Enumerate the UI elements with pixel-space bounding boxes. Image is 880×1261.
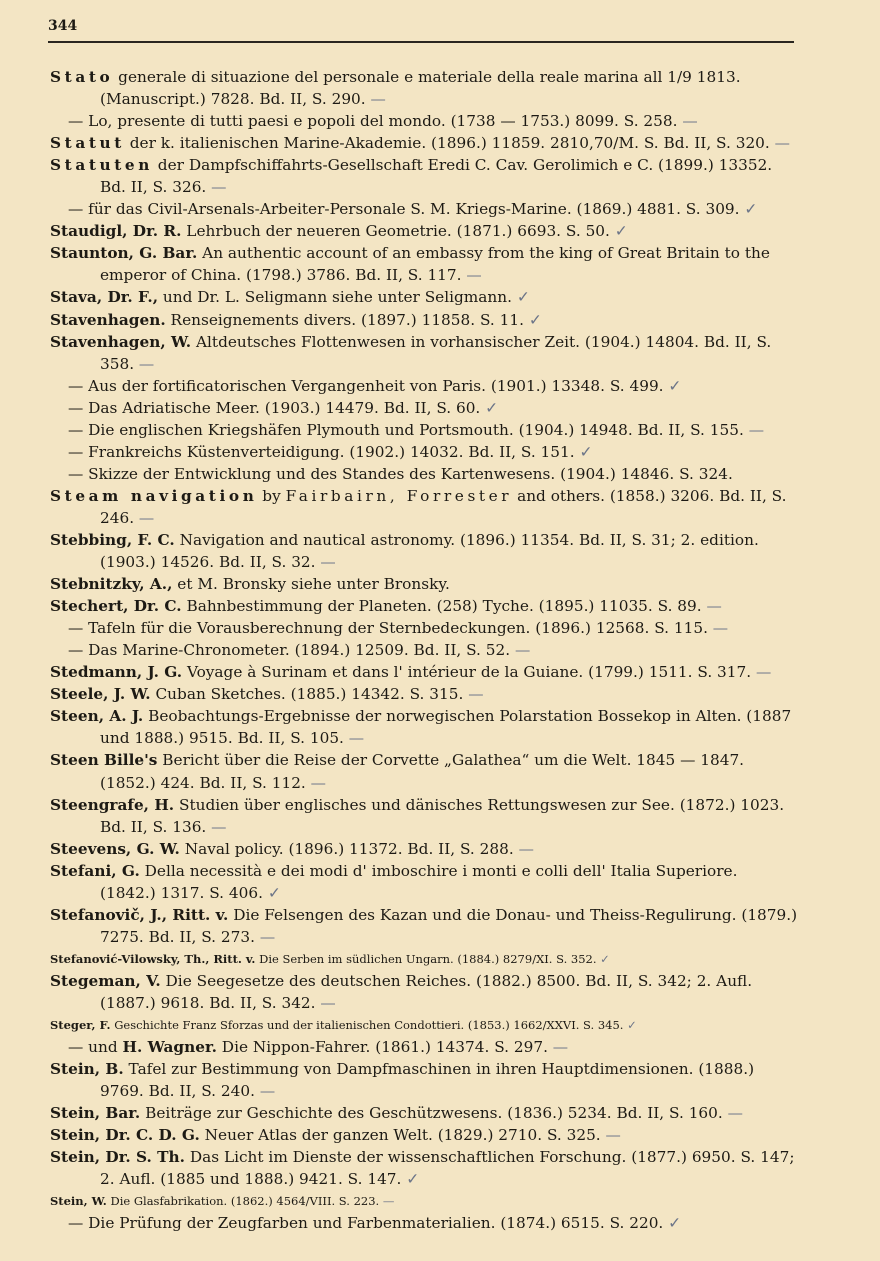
catalog-entry <box>50 970 798 1014</box>
catalog-entry <box>50 485 798 529</box>
entry-text: — Die englischen Kriegshäfen Plymouth und Portsmouth. (1904.) 14948. Bd. II, S. 155. <box>68 420 744 439</box>
catalog-entry <box>50 110 798 132</box>
catalog-entry <box>50 860 798 904</box>
entry-text: — und <box>68 1038 123 1057</box>
entry-text: Bahnbestimmung der Planeten. (258) Tyche. (1895.) 11035. S. 89. <box>181 597 702 616</box>
catalog-entry <box>50 419 798 441</box>
entry-author: Stein, B. <box>50 1060 124 1079</box>
catalog-entry <box>50 838 798 860</box>
entry-author: Stein, Dr. C. D. G. <box>50 1126 200 1145</box>
entry-author: Stebbing, F. C. <box>50 530 175 549</box>
check-mark-icon: ✓ <box>512 288 530 307</box>
catalog-entry <box>50 1036 798 1058</box>
check-mark-icon: ✓ <box>262 883 281 902</box>
check-mark-icon: ✓ <box>739 200 758 219</box>
entry-text: Neuer Atlas der ganzen Welt. (1829.) 2710. S. 325. <box>199 1126 601 1145</box>
entry-text: Beobachtungs-Ergebnisse der norwegischen Polarstation Bossekop in Alten. (1887 und 1888.) 9515. Bd. II, S. 105. <box>100 707 792 748</box>
entry-text: — Frankreichs Küstenverteidigung. (1902.) 14032. Bd. II, S. 151. <box>68 442 575 461</box>
check-mark-icon: — <box>677 112 698 131</box>
check-mark-icon: — <box>547 1038 569 1057</box>
entry-author: Stavenhagen, W. <box>50 332 192 351</box>
catalog-entry <box>50 220 798 242</box>
entry-text: Naval policy. (1896.) 11372. Bd. II, S. 288. <box>179 839 514 858</box>
check-mark-icon: ✓ <box>574 442 593 461</box>
check-mark-icon: — <box>463 685 484 704</box>
entry-text: Bericht über die Reise der Corvette „Galathea“ um die Welt. 1845 — 1847. (1852.) 424. Bd. II, S. 112. <box>100 751 745 792</box>
entry-author: Staudigl, Dr. R. <box>50 222 182 241</box>
entry-text: Voyage à Surinam et dans l' intérieur de la Guiane. (1799.) 1511. S. 317. <box>182 663 752 682</box>
catalog-entry <box>50 705 798 749</box>
entry-author: Steele, J. W. <box>50 685 151 704</box>
check-mark-icon: ✓ <box>663 376 682 395</box>
check-mark-icon: — <box>379 1194 395 1209</box>
catalog-entry <box>50 595 798 617</box>
check-mark-icon: — <box>510 641 531 660</box>
entry-text: Geschichte Franz Sforzas und der italienischen Condottieri. (1853.) 1662/XXVI. S. 345. <box>110 1018 624 1033</box>
catalog-entry <box>50 463 798 485</box>
entry-text: und Dr. L. Seligmann siehe unter Seligmann. <box>158 288 512 307</box>
entry-author: Stava, Dr. F., <box>50 288 159 307</box>
catalog-entry <box>50 948 798 970</box>
check-mark-icon: — <box>769 134 790 153</box>
entry-text: by <box>257 486 286 505</box>
entry-text: Renseignements divers. (1897.) 11858. S. 11. <box>165 310 524 329</box>
entry-text: Das Licht im Dienste der wissenschaftlichen Forschung. (1877.) 6950. S. 147; 2. Aufl. (1885 und 1888.) 9421. S. 147. <box>100 1148 795 1189</box>
entry-author: Stebnitzky, A., <box>50 575 173 594</box>
catalog-entry <box>50 904 798 948</box>
check-mark-icon: — <box>365 90 386 109</box>
catalog-entry <box>50 661 798 683</box>
entry-author: Steevens, G. W. <box>50 839 180 858</box>
entry-author: Fairbairn, Forrester <box>285 486 513 505</box>
entry-text: generale di situazione del personale e materiale della reale marina all 1/9 1813. (Manuscript.) 7828. Bd. II, S. 290. <box>100 68 741 109</box>
catalog-entry <box>50 154 798 198</box>
check-mark-icon: — <box>305 773 326 792</box>
catalog-entry <box>50 573 798 595</box>
entry-author: Steen, A. J. <box>50 707 144 726</box>
check-mark-icon: — <box>315 553 336 572</box>
catalog-entry <box>50 286 798 308</box>
entry-list <box>50 66 798 1234</box>
entry-text: — Tafeln für die Vorausberechnung der Sternbedeckungen. (1896.) 12568. S. 115. <box>68 619 708 638</box>
check-mark-icon: ✓ <box>623 1018 637 1033</box>
catalog-entry <box>50 1014 798 1036</box>
catalog-entry <box>50 242 798 286</box>
entry-text: — Aus der fortificatorischen Vergangenheit von Paris. (1901.) 13348. S. 499. <box>68 376 664 395</box>
entry-text: Beiträge zur Geschichte des Geschützwesens. (1836.) 5234. Bd. II, S. 160. <box>140 1104 723 1123</box>
check-mark-icon: — <box>600 1126 621 1145</box>
entry-text: Lehrbuch der neueren Geometrie. (1871.) 6693. S. 50. <box>181 222 610 241</box>
entry-author: Stefani, G. <box>50 861 140 880</box>
check-mark-icon: ✓ <box>480 398 498 417</box>
entry-author: Steengrafe, H. <box>50 795 175 814</box>
catalog-entry <box>50 66 798 110</box>
check-mark-icon: — <box>722 1104 743 1123</box>
entry-author: Stato <box>50 68 114 86</box>
entry-author: Stefanović-Vilowsky, Th., Ritt. v. <box>50 951 256 966</box>
check-mark-icon: — <box>743 420 765 439</box>
check-mark-icon: ✓ <box>596 951 610 966</box>
check-mark-icon: — <box>206 817 227 836</box>
entry-author: Stein, Bar. <box>50 1104 141 1123</box>
header-rule <box>48 41 794 43</box>
entry-text: Tafel zur Bestimmung von Dampfmaschinen in ihren Hauptdimensionen. (1888.) 9769. Bd. II, S. 240. <box>100 1060 755 1101</box>
page-number: 344 <box>48 18 78 34</box>
check-mark-icon: — <box>206 178 227 197</box>
entry-author: Staunton, G. Bar. <box>50 244 198 263</box>
check-mark-icon: ✓ <box>523 310 542 329</box>
catalog-entry <box>50 1146 798 1190</box>
catalog-entry <box>50 639 798 661</box>
catalog-entry <box>50 794 798 838</box>
catalog-entry <box>50 132 798 154</box>
catalog-entry <box>50 309 798 331</box>
check-mark-icon: — <box>701 597 722 616</box>
check-mark-icon: — <box>343 729 365 748</box>
entry-text: Die Felsengen des Kazan und die Donau- und Theiss-Regulirung. (1879.) 7275. Bd. II, S. 273. <box>100 905 798 946</box>
catalog-entry <box>50 441 798 463</box>
check-mark-icon: — <box>513 839 534 858</box>
entry-author: Stein, W. <box>50 1194 107 1209</box>
check-mark-icon: — <box>254 927 276 946</box>
entry-author: H. Wagner. <box>122 1038 217 1057</box>
entry-author: Stedmann, J. G. <box>50 663 183 682</box>
entry-author: Steen Bille's <box>50 751 158 770</box>
entry-author: Stein, Dr. S. Th. <box>50 1148 185 1167</box>
entry-author: Stavenhagen. <box>50 310 166 329</box>
check-mark-icon: — <box>134 354 155 373</box>
entry-author: Steger, F. <box>50 1018 111 1033</box>
entry-text: Die Nippon-Fahrer. (1861.) 14374. S. 297. <box>216 1038 548 1057</box>
catalog-entry <box>50 198 798 220</box>
entry-text: Della necessità e dei modi d' imboschire i monti e colli dell' Italia Superiore. (1842.) 1317. S. 406. <box>100 861 738 902</box>
catalog-entry <box>50 529 798 573</box>
check-mark-icon: ✓ <box>401 1170 420 1189</box>
entry-text: An authentic account of an embassy from the king of Great Britain to the emperor of China. (1798.) 3786. Bd. II, S. 117. <box>100 244 770 285</box>
entry-text: et M. Bronsky siehe unter Bronsky. <box>172 575 450 594</box>
entry-author: Statuten <box>50 156 153 175</box>
entry-author: Statut <box>50 134 125 153</box>
entry-text: — für das Civil-Arsenals-Arbeiter-Personale S. M. Kriegs-Marine. (1869.) 4881. S. 309. <box>68 200 740 219</box>
check-mark-icon: — <box>751 663 772 682</box>
entry-author: Stechert, Dr. C. <box>50 597 182 616</box>
entry-text: — Skizze der Entwicklung und des Standes des Kartenwesens. (1904.) 14846. S. 324. <box>68 464 733 483</box>
check-mark-icon: ✓ <box>663 1214 681 1233</box>
check-mark-icon: ✓ <box>609 222 628 241</box>
entry-text: der k. italienischen Marine-Akademie. (1896.) 11859. 2810,70/M. S. Bd. II, S. 320. <box>124 134 770 153</box>
check-mark-icon: — <box>254 1082 276 1101</box>
entry-author: Steam navigation <box>50 486 258 505</box>
catalog-entry <box>50 375 798 397</box>
entry-text: — Lo, presente di tutti paesi e popoli del mondo. (1738 — 1753.) 8099. S. 258. <box>68 112 678 131</box>
catalog-entry <box>50 1190 798 1212</box>
entry-text: — Die Prüfung der Zeugfarben und Farbenmaterialien. (1874.) 6515. S. 220. <box>68 1214 664 1233</box>
catalog-entry <box>50 1102 798 1124</box>
entry-text: Cuban Sketches. (1885.) 14342. S. 315. <box>150 685 464 704</box>
catalog-entry <box>50 1058 798 1102</box>
catalog-entry <box>50 617 798 639</box>
entry-text: and others. (1858.) 3206. Bd. II, S. 246. <box>100 486 787 527</box>
entry-text: — Das Adriatische Meer. (1903.) 14479. Bd. II, S. 60. <box>68 398 481 417</box>
entry-text: Die Serben im südlichen Ungarn. (1884.) 8279/XI. S. 352. <box>255 951 597 966</box>
entry-text: — Das Marine-Chronometer. (1894.) 12509. Bd. II, S. 52. <box>68 641 511 660</box>
check-mark-icon: — <box>707 619 729 638</box>
entry-text: Studien über englisches und dänisches Rettungswesen zur See. (1872.) 1023. Bd. II, S. 136. <box>100 795 785 836</box>
entry-text: Die Glasfabrikation. (1862.) 4564/VIII. S. 223. <box>106 1194 380 1209</box>
entry-author: Stefanovič, J., Ritt. v. <box>50 905 229 924</box>
catalog-entry <box>50 683 798 705</box>
check-mark-icon: — <box>461 266 482 285</box>
check-mark-icon: — <box>315 993 336 1012</box>
entry-text: der Dampfschiffahrts-Gesellschaft Eredi C. Cav. Gerolimich e C. (1899.) 13352. Bd. II, S. 326. <box>100 156 773 197</box>
check-mark-icon: — <box>134 508 155 527</box>
catalog-entry <box>50 1212 798 1234</box>
entry-text: Navigation and nautical astronomy. (1896.) 11354. Bd. II, S. 31; 2. edition. (1903.) 14526. Bd. II, S. 32. <box>100 530 759 572</box>
catalog-entry <box>50 749 798 793</box>
entry-text: Altdeutsches Flottenwesen in vorhansischer Zeit. (1904.) 14804. Bd. II, S. 358. <box>100 332 772 373</box>
catalog-entry <box>50 331 798 375</box>
entry-author: Stegeman, V. <box>50 971 161 990</box>
entry-text: Die Seegesetze des deutschen Reiches. (1882.) 8500. Bd. II, S. 342; 2. Aufl. (1887.) 9618. Bd. II, S. 342. <box>100 971 753 1012</box>
catalog-entry <box>50 1124 798 1146</box>
catalog-entry <box>50 397 798 419</box>
